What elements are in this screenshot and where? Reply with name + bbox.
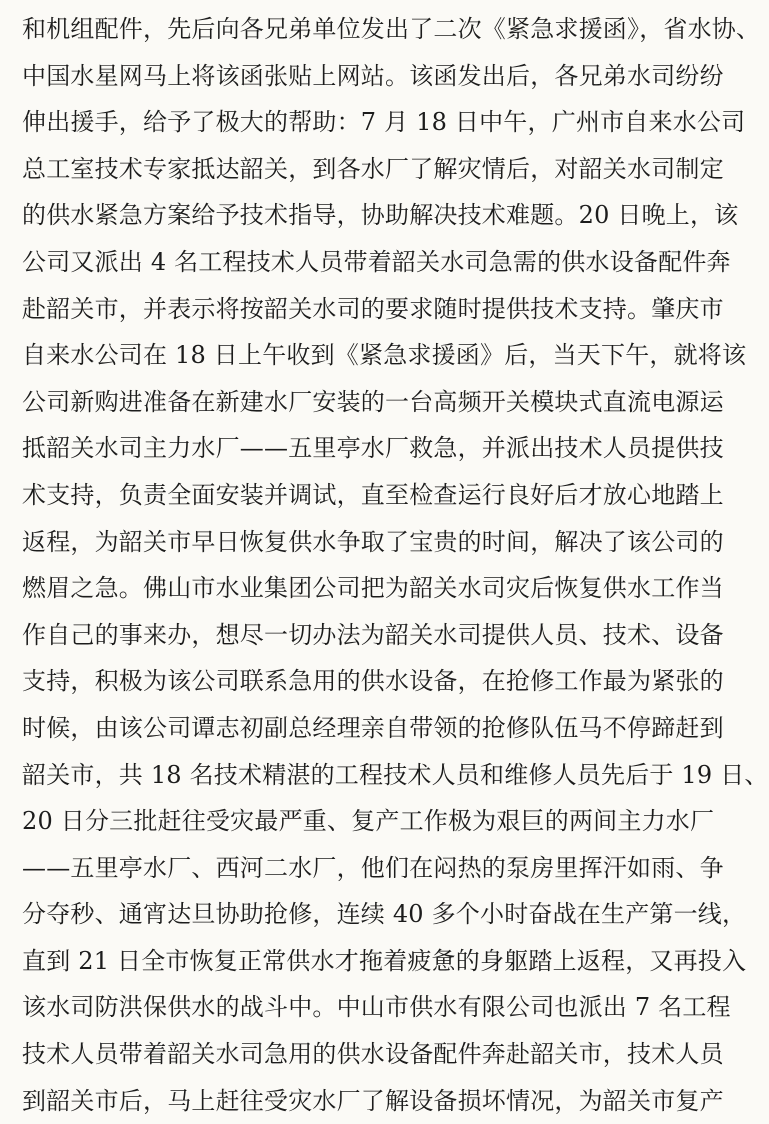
text-line: 赴韶关市，并表示将按韶关水司的要求随时提供技术支持。肇庆市 bbox=[22, 294, 724, 323]
text-line: 公司又派出 4 名工程技术人员带着韶关水司急需的供水设备配件奔 bbox=[22, 247, 731, 276]
text-line: 分夺秒、通宵达旦协助抢修，连续 40 多个小时奋战在生产第一线， bbox=[22, 900, 747, 929]
text-line: 时候，由该公司谭志初副总经理亲自带领的抢修队伍马不停蹄赶到 bbox=[22, 713, 724, 742]
text-line: 自来水公司在 18 日上午收到《紧急求援函》后，当天下午，就将该 bbox=[22, 341, 747, 370]
text-line: 燃眉之急。佛山市水业集团公司把为韶关水司灾后恢复供水工作当 bbox=[22, 574, 724, 603]
text-line: 作自己的事来办，想尽一切办法为韶关水司提供人员、技术、设备 bbox=[22, 620, 724, 649]
text-line: 总工室技术专家抵达韶关，到各水厂了解灾情后，对韶关水司制定 bbox=[22, 154, 724, 183]
text-line: 的供水紧急方案给予技术指导，协助解决技术难题。20 日晚上，该 bbox=[22, 201, 739, 230]
text-line: 支持，积极为该公司联系急用的供水设备，在抢修工作最为紧张的 bbox=[22, 667, 724, 696]
text-line: 返程，为韶关市早日恢复供水争取了宝贵的时间，解决了该公司的 bbox=[22, 527, 724, 556]
document-body bbox=[22, 6, 769, 1124]
text-line: 技术人员带着韶关水司急用的供水设备配件奔赴韶关市，技术人员 bbox=[22, 1040, 724, 1069]
text-line: 20 日分三批赶往受灾最严重、复产工作极为艰巨的两间主力水厂 bbox=[22, 807, 715, 836]
text-line: 到韶关市后，马上赶往受灾水厂了解设备损坏情况，为韶关市复产 bbox=[22, 1086, 724, 1115]
text-line: 公司新购进准备在新建水厂安装的一台高频开关模块式直流电源运 bbox=[22, 387, 724, 416]
text-line: 直到 21 日全市恢复正常供水才拖着疲惫的身躯踏上返程，又再投入 bbox=[22, 946, 747, 975]
text-line: 术支持，负责全面安装并调试，直至检查运行良好后才放心地踏上 bbox=[22, 480, 724, 509]
text-line: 中国水星网马上将该函张贴上网站。该函发出后，各兄弟水司纷纷 bbox=[22, 61, 724, 90]
text-line: 该水司防洪保供水的战斗中。中山市供水有限公司也派出 7 名工程 bbox=[22, 993, 731, 1022]
text-line: ——五里亭水厂、西河二水厂，他们在闷热的泵房里挥汗如雨、争 bbox=[22, 853, 724, 882]
text-line: 伸出援手，给予了极大的帮助：7 月 18 日中午，广州市自来水公司 bbox=[22, 108, 746, 137]
text-line: 抵韶关水司主力水厂——五里亭水厂救急，并派出技术人员提供技 bbox=[22, 434, 724, 463]
text-line: 韶关市，共 18 名技术精湛的工程技术人员和维修人员先后于 19 日、 bbox=[22, 760, 769, 789]
text-line: 和机组配件，先后向各兄弟单位发出了二次《紧急求援函》，省水协、 bbox=[22, 15, 761, 43]
